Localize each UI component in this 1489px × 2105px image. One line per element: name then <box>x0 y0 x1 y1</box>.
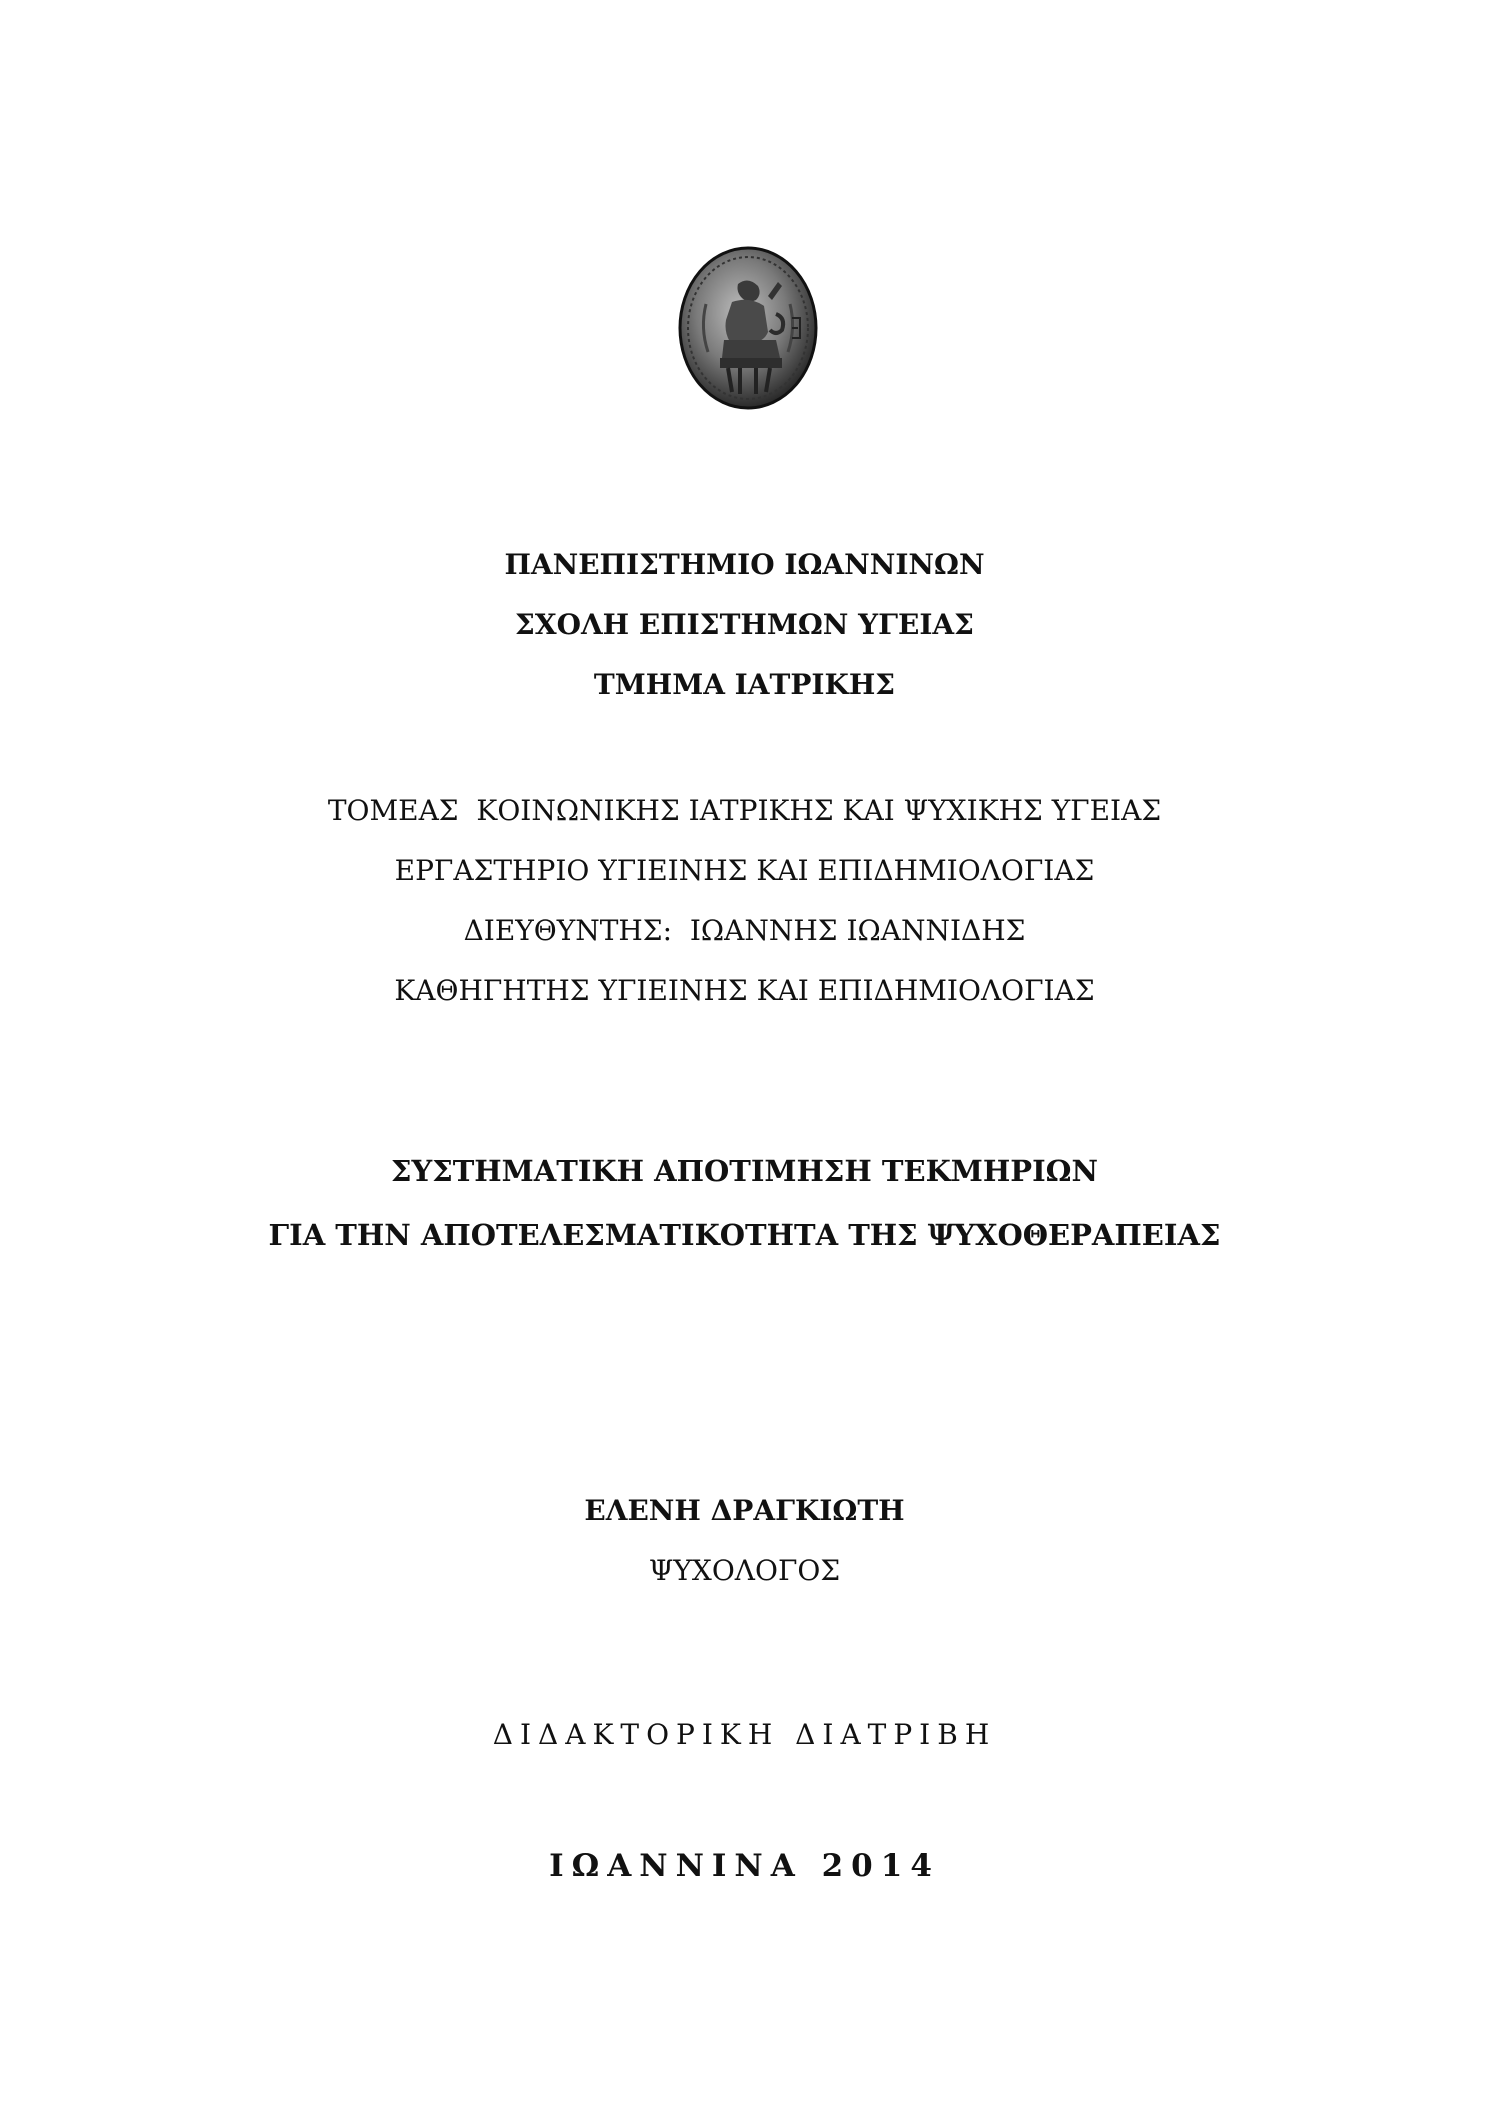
university-seal-icon <box>676 244 820 412</box>
place-and-year: ΙΩΑΝΝΙΝΑ 2014 <box>549 1848 940 1884</box>
sector-name: ΤΟΜΕΑΣ ΚΟΙΝΩΝΙΚΗΣ ΙΑΤΡΙΚΗΣ ΚΑΙ ΨΥΧΙΚΗΣ ΥΓΕΙΑΣ <box>327 794 1162 827</box>
thesis-title-line-1: ΣΥΣΤΗΜΑΤΙΚΗ ΑΠΟΤΙΜΗΣΗ ΤΕΚΜΗΡΙΩΝ <box>390 1154 1099 1188</box>
school-name: ΣΧΟΛΗ ΕΠΙΣΤΗΜΩΝ ΥΓΕΙΑΣ <box>515 608 974 641</box>
department-name: ΤΜΗΜΑ ΙΑΤΡΙΚΗΣ <box>593 668 896 701</box>
author-name: ΕΛΕΝΗ ΔΡΑΓΚΙΩΤΗ <box>584 1494 905 1527</box>
director-title: ΚΑΘΗΓΗΤΗΣ ΥΓΙΕΙΝΗΣ ΚΑΙ ΕΠΙΔΗΜΙΟΛΟΓΙΑΣ <box>394 974 1095 1007</box>
author-profession: ΨΥΧΟΛΟΓΟΣ <box>648 1554 841 1587</box>
thesis-title-line-2: ΓΙΑ ΤΗΝ ΑΠΟΤΕΛΕΣΜΑΤΙΚΟΤΗΤΑ ΤΗΣ ΨΥΧΟΘΕΡΑΠΕΙΑΣ <box>268 1218 1221 1252</box>
document-type: ΔΙΔΑΚΤΟΡΙΚΗ ΔΙΑΤΡΙΒΗ <box>492 1718 997 1751</box>
director-line: ΔΙΕΥΘΥΝΤΗΣ: ΙΩΑΝΝΗΣ ΙΩΑΝΝΙΔΗΣ <box>463 914 1026 947</box>
university-name: ΠΑΝΕΠΙΣΤΗΜΙΟ ΙΩΑΝΝΙΝΩΝ <box>504 548 985 581</box>
laboratory-name: ΕΡΓΑΣΤΗΡΙΟ ΥΓΙΕΙΝΗΣ ΚΑΙ ΕΠΙΔΗΜΙΟΛΟΓΙΑΣ <box>394 854 1095 887</box>
